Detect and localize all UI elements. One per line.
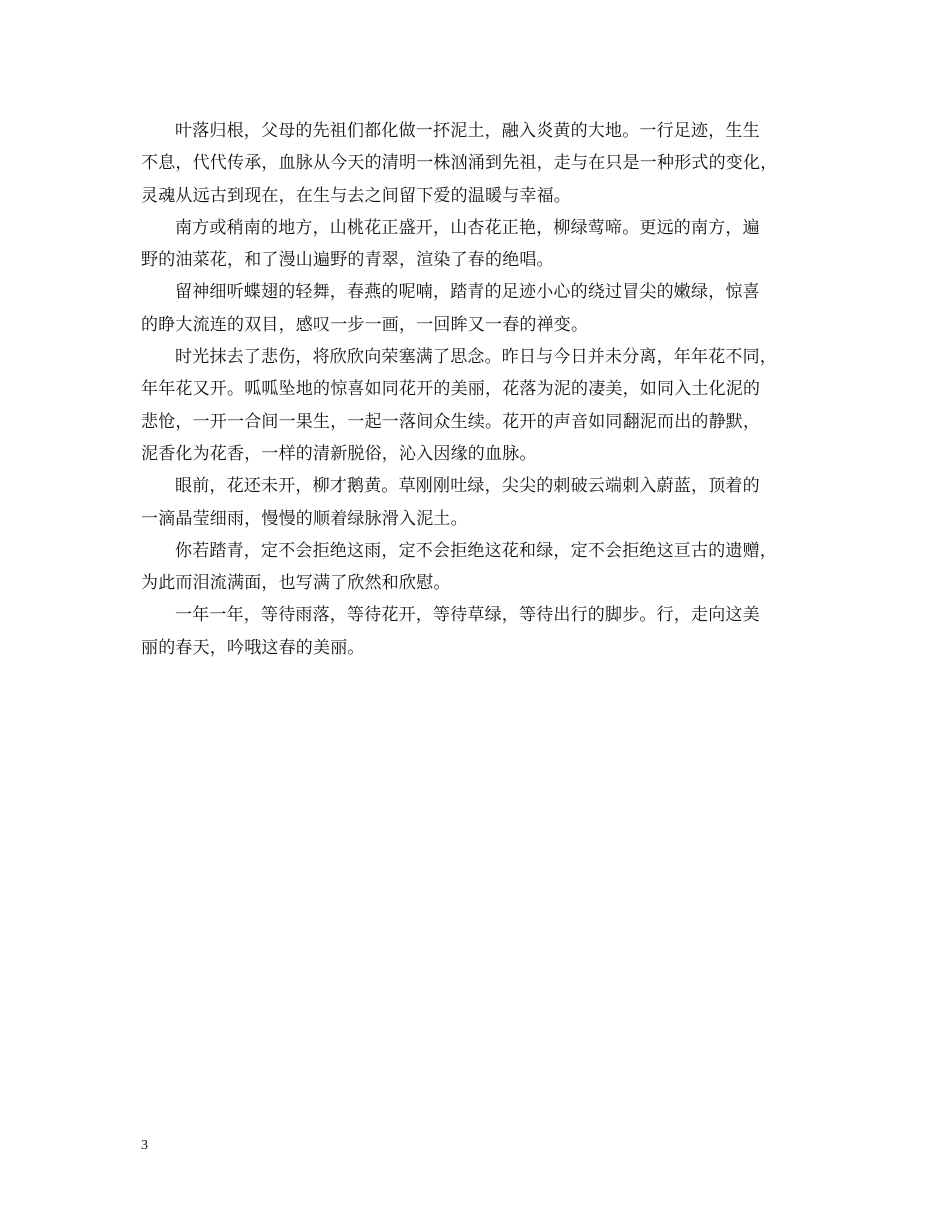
paragraph-line: 叶落归根，父母的先祖们都化做一抔泥土，融入炎黄的大地。一行足迹，生生 [175,121,760,141]
paragraph-line: 时光抹去了悲伤，将欣欣向荣塞满了思念。昨日与今日并未分离，年年花不同， [175,347,777,368]
paragraph-line: 野的油菜花，和了漫山遍野的青翠，渲染了春的绝唱。 [141,250,554,271]
paragraph-line: 一滴晶莹细雨，慢慢的顺着绿脉滑入泥土。 [141,508,468,529]
paragraph-4 [141,341,809,470]
paragraph-line: 年年花又开。呱呱坠地的惊喜如同花开的美丽，花落为泥的凄美，如同入土化泥的 [141,379,761,400]
paragraph-line: 灵魂从远古到现在，在生与去之间留下爱的温暖与幸福。 [141,185,571,206]
paragraph-line: 留神细听蝶翅的轻舞，春燕的呢喃，踏青的足迹小心的绕过冒尖的嫩绿，惊喜 [175,282,760,303]
paragraph-line: 的睁大流连的双目，感叹一步一画，一回眸又一春的禅变。 [141,314,589,335]
paragraph-line: 悲怆，一开一合间一果生，一起一落间众生续。花开的声音如同翻泥而出的静默， [141,411,761,432]
paragraph-line: 眼前，花还未开，柳才鹅黄。草刚刚吐绿，尖尖的刺破云端刺入蔚蓝，顶着的 [175,476,760,497]
paragraph-line: 不息，代代传承，血脉从今天的清明一株汹涌到先祖，走与在只是一种形式的变化， [141,153,778,174]
paragraph-line: 泥香化为花香，一样的清新脱俗，沁入因缘的血脉。 [141,443,537,464]
paragraph-5 [141,470,809,535]
paragraph-6 [141,535,809,600]
paragraph-line: 南方或稍南的地方，山桃花正盛开，山杏花正艳，柳绿莺啼。更远的南方，遍 [175,217,760,238]
paragraph-line: 丽的春天，吟哦这春的美丽。 [141,637,365,658]
body-text [141,115,809,664]
paragraph-7 [141,599,809,664]
paragraph-line: 你若踏青，定不会拒绝这雨，定不会拒绝这花和绿，定不会拒绝这亘古的遗赠， [175,540,777,561]
paragraph-2 [141,212,809,277]
paragraph-3 [141,276,809,341]
paragraph-line: 为此而泪流满面，也写满了欣然和欣慰。 [141,573,451,594]
paragraph-1 [141,115,809,212]
paragraph-line: 一年一年，等待雨落，等待花开，等待草绿，等待出行的脚步。行，走向这美 [175,605,760,626]
page-number: 3 [141,1138,148,1153]
